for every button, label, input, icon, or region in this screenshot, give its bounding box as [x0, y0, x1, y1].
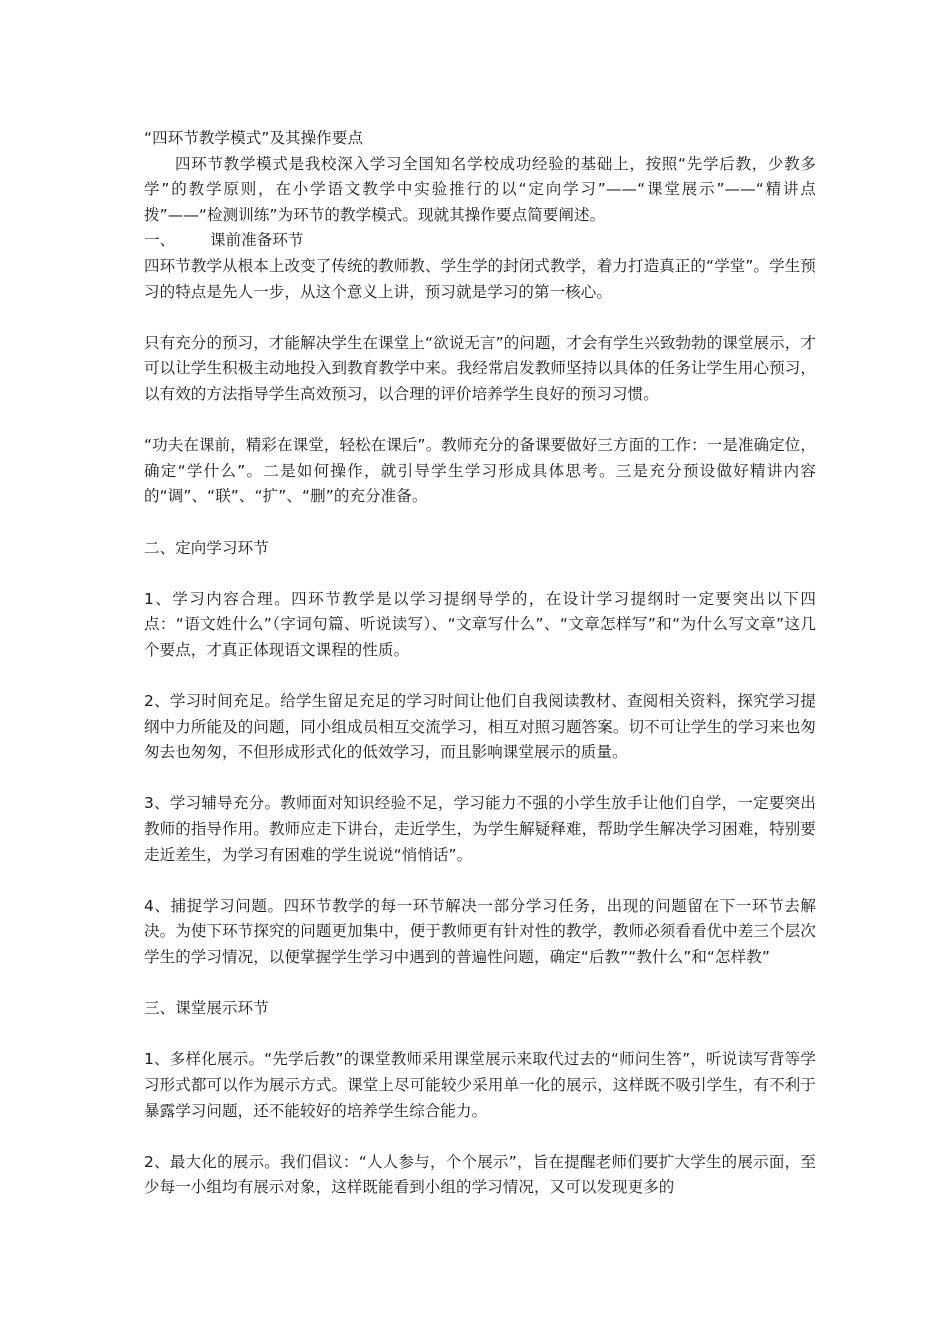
section-1-paragraph: “功夫在课前，精彩在课堂，轻松在课后”。教师充分的备课要做好三方面的工作：一是准确定位，确定“学什么”。二是如何操作，就引导学生学习形成具体思考。三是充分预设做好精讲内容的“调”、“联”、“扩”、“删”的充分准备。	[144, 436, 816, 506]
section-2-paragraph: 3、学习辅导充分。教师面对知识经验不足，学习能力不强的小学生放手让他们自学，一定要突出教师的指导作用。教师应走下讲台，走近学生，为学生解疑释难，帮助学生解决学习困难，特别要走近差生，为学习有困难的学生说说“悄悄话”。	[144, 794, 816, 864]
section-1-heading	[144, 228, 816, 254]
section-3-paragraph: 1、多样化展示。“先学后教”的课堂教师采用课堂展示来取代过去的“师问生答”，听说读写背等学习形式都可以作为展示方式。课堂上尽可能较少采用单一化的展示，这样既不吸引学生，有不利于暴露学习问题，还不能较好的培养学生综合能力。	[144, 1050, 816, 1120]
intro-paragraph: 四环节教学模式是我校深入学习全国知名学校成功经验的基础上，按照“先学后教，少教多学”的教学原则，在小学语文教学中实验推行的以“定向学习”——“课堂展示”——“精讲点拨”——“检测训练”为环节的教学模式。现就其操作要点简要阐述。	[144, 154, 816, 224]
section-2-heading: 二、定向学习环节	[144, 538, 269, 557]
section-2-paragraph: 4、捕捉学习问题。四环节教学的每一环节解决一部分学习任务，出现的问题留在下一环节去解决。为使下环节探究的问题更加集中，便于教师更有针对性的教学，教师必须看看优中差三个层次学生的学习情况，以便掌握学生学习中遇到的普遍性问题，确定“后教”“教什么”和“怎样教”	[144, 896, 816, 966]
document-body	[144, 126, 816, 1201]
section-2-paragraph: 2、学习时间充足。给学生留足充足的学习时间让他们自我阅读教材、查阅相关资料，探究学习提纲中力所能及的问题，同小组成员相互交流学习，相互对照习题答案。切不可让学生的学习来也匆匆去也匆匆，不但形成形式化的低效学习，而且影响课堂展示的质量。	[144, 692, 816, 762]
section-1-paragraph: 只有充分的预习，才能解决学生在课堂上“欲说无言”的问题，才会有学生兴致勃勃的课堂展示，才可以让学生积极主动地投入到教育教学中来。我经常启发教师坚持以具体的任务让学生用心预习，以有效的方法指导学生高效预习，以合理的评价培养学生良好的预习习惯。	[144, 333, 816, 403]
section-3-heading: 三、课堂展示环节	[144, 999, 269, 1018]
section-1-paragraph: 四环节教学从根本上改变了传统的教师教、学生学的封闭式教学，着力打造真正的“学堂”。学生预习的特点是先人一步，从这个意义上讲，预习就是学习的第一核心。	[144, 256, 816, 301]
section-2-paragraph: 1、学习内容合理。四环节教学是以学习提纲导学的，在设计学习提纲时一定要突出以下四点：“语文姓什么”（字词句篇、听说读写）、“文章写什么”、“文章怎样写”和“为什么写文章”这几个要点，才真正体现语文课程的性质。	[144, 589, 816, 659]
section-1-number: 一、	[144, 231, 176, 250]
document-title: “四环节教学模式”及其操作要点	[144, 129, 364, 147]
section-3-paragraph: 2、最大化的展示。我们倡议：“人人参与，个个展示”，旨在提醒老师们要扩大学生的展示面，至少每一小组均有展示对象，这样既能看到小组的学习情况，又可以发现更多的	[144, 1152, 816, 1197]
section-1-title: 课前准备环节	[210, 231, 304, 250]
